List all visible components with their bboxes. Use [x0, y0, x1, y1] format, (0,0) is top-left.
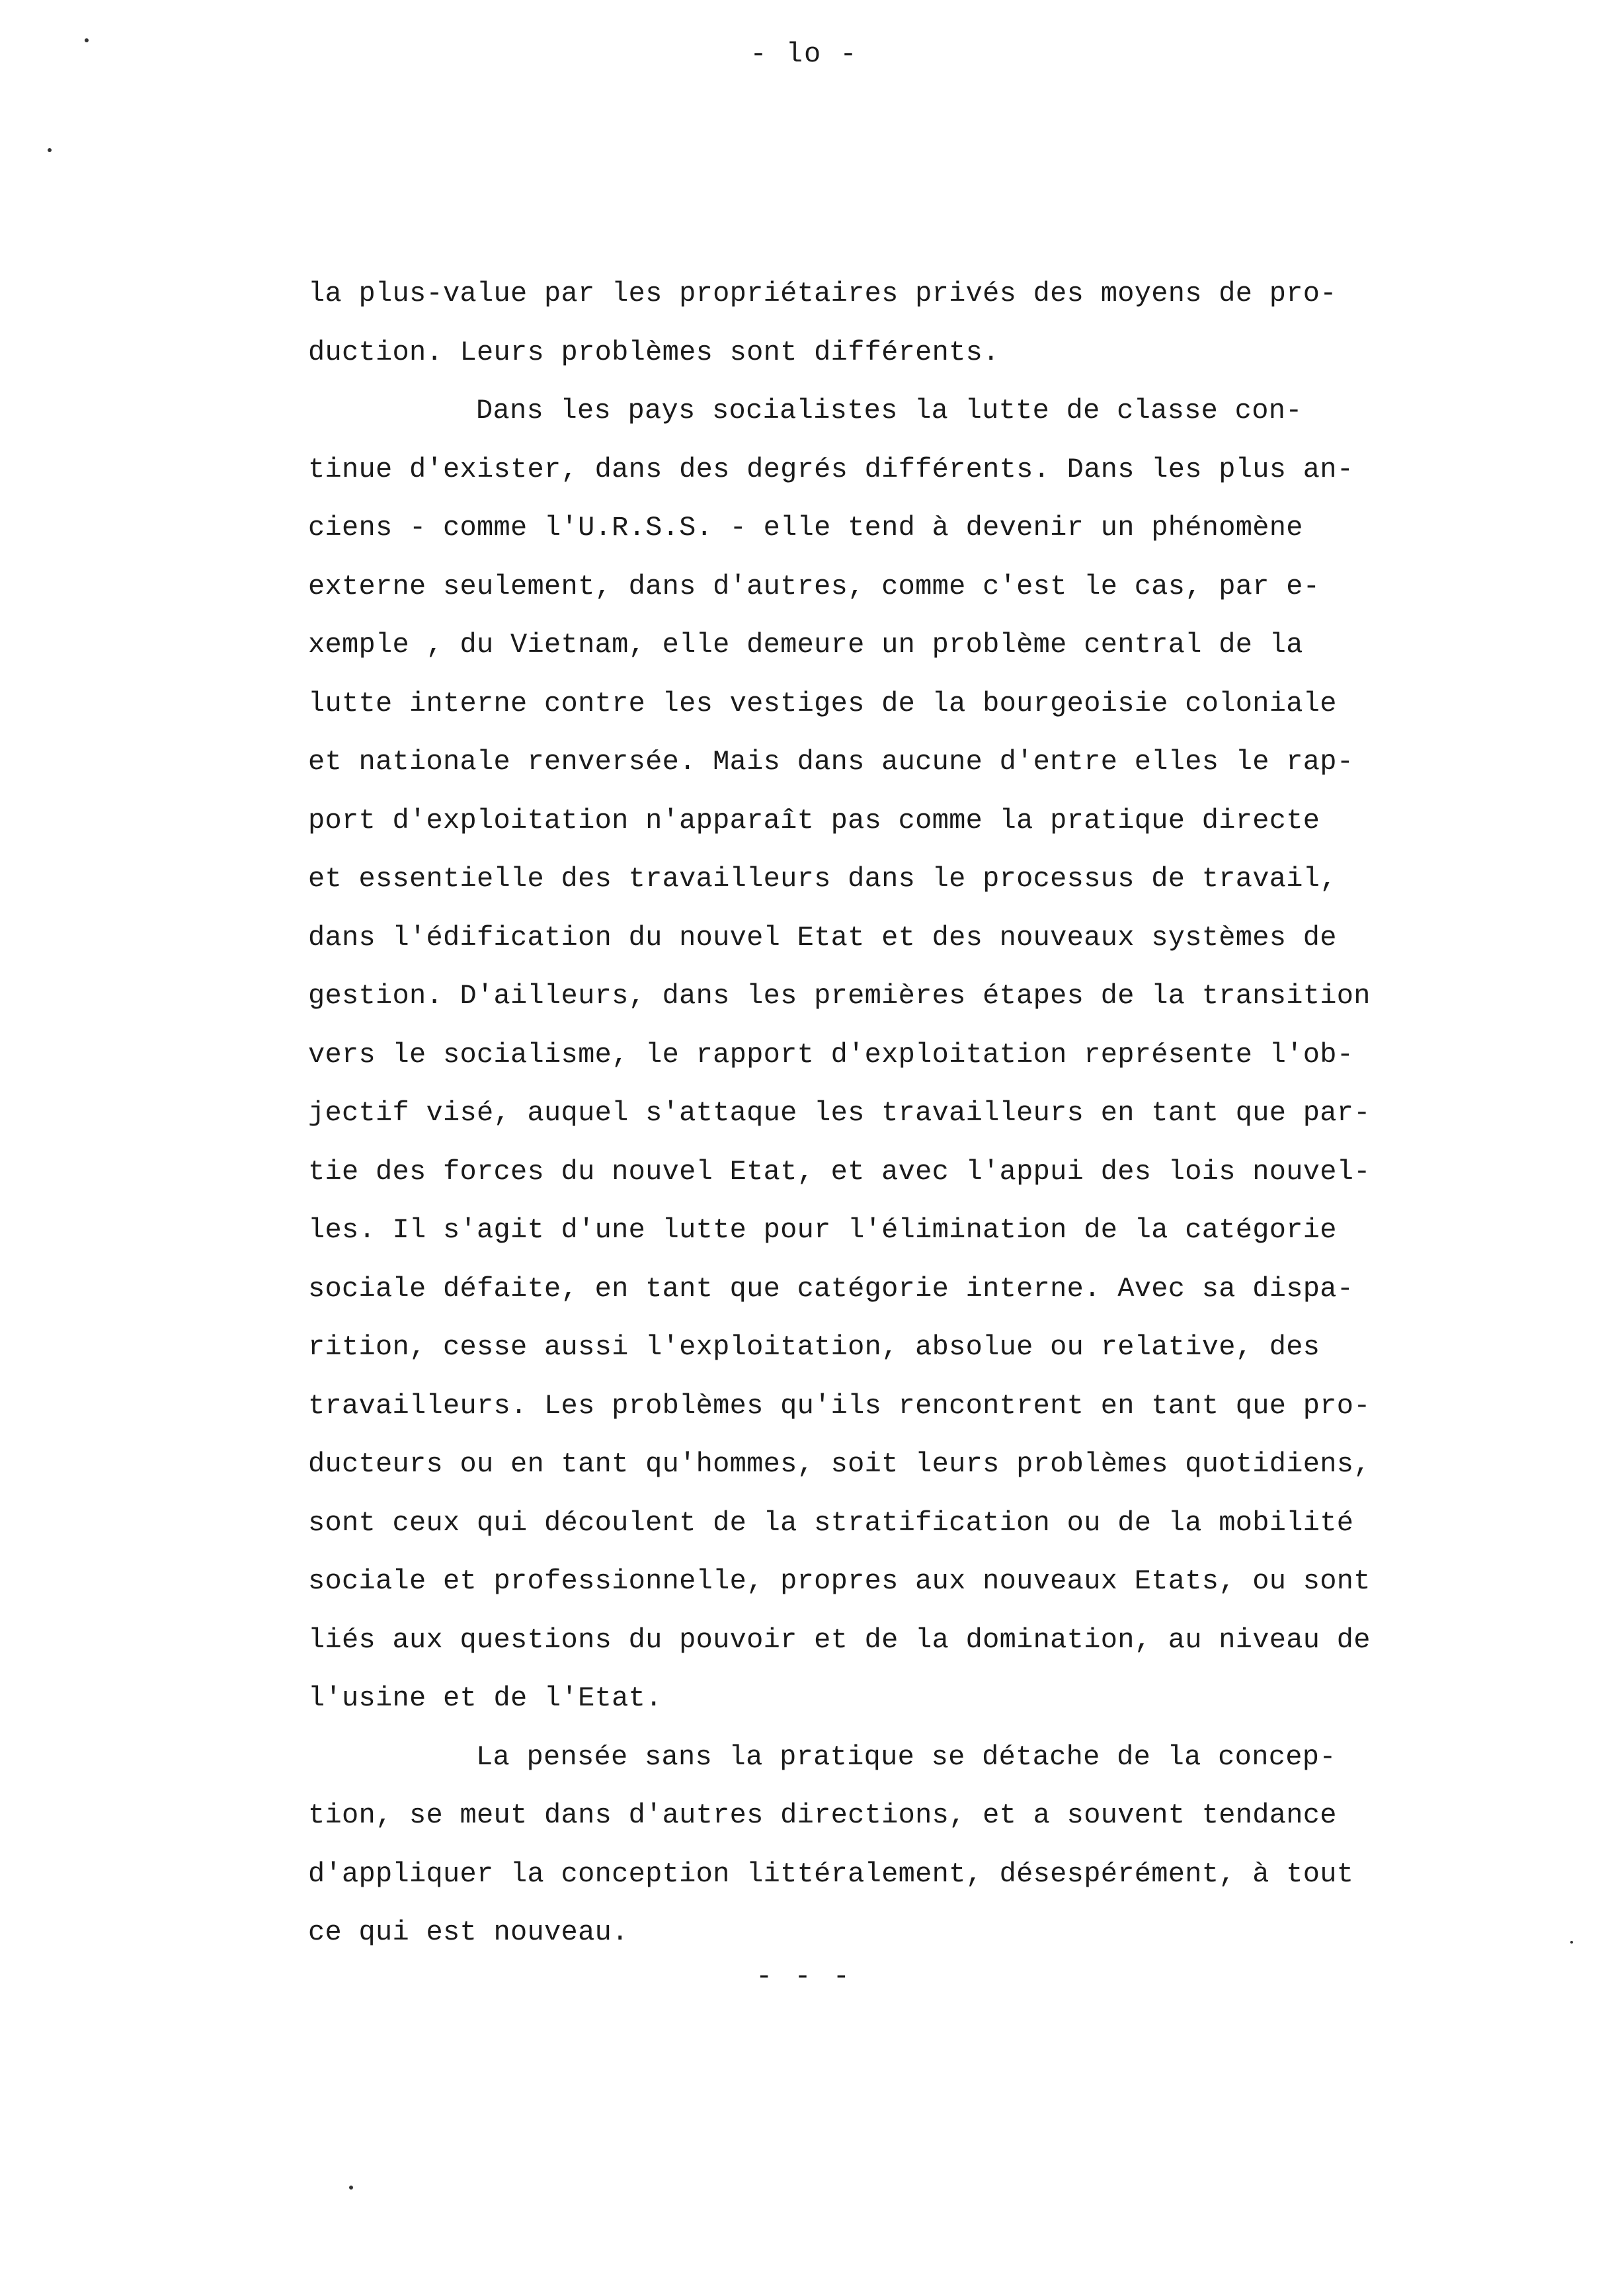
text-line: vers le socialisme, le rapport d'exploitation représente l'ob- [308, 1038, 1354, 1071]
text-line: dans l'édification du nouvel Etat et des nouveaux systèmes de [308, 921, 1337, 954]
text-line: ce qui est nouveau. [308, 1916, 629, 1948]
paragraph-1 [308, 265, 1406, 382]
text-line: les. Il s'agit d'une lutte pour l'élimination de la catégorie [308, 1214, 1337, 1246]
text-line: gestion. D'ailleurs, dans les premières étapes de la transition [308, 980, 1371, 1012]
text-line: La pensée sans la pratique se détache de la concep- [476, 1741, 1336, 1773]
text-line: jectif visé, auquel s'attaque les travailleurs en tant que par- [308, 1097, 1371, 1129]
paragraph-2 [308, 382, 1406, 1728]
end-mark: - - - [755, 1961, 853, 1992]
scan-speck [48, 148, 52, 152]
scan-speck [85, 38, 89, 42]
text-line: et nationale renversée. Mais dans aucune d'entre elles le rap- [308, 746, 1354, 778]
text-line: rition, cesse aussi l'exploitation, absolue ou relative, des [308, 1331, 1320, 1363]
text-line: port d'exploitation n'apparaît pas comme la pratique directe [308, 804, 1320, 837]
text-line: Dans les pays socialistes la lutte de classe con- [476, 395, 1303, 427]
text-line: travailleurs. Les problèmes qu'ils rencontrent en tant que pro- [308, 1389, 1371, 1422]
text-line: sociale et professionnelle, propres aux nouveaux Etats, ou sont [308, 1565, 1371, 1597]
text-line: l'usine et de l'Etat. [308, 1682, 663, 1714]
text-line: sont ceux qui découlent de la stratification ou de la mobilité [308, 1506, 1354, 1539]
text-line: liés aux questions du pouvoir et de la domination, au niveau de [308, 1623, 1371, 1656]
text-line: externe seulement, dans d'autres, comme c'est le cas, par e- [308, 570, 1320, 602]
scan-speck [1570, 1941, 1573, 1944]
text-line: xemple , du Vietnam, elle demeure un problème central de la [308, 629, 1303, 661]
text-line: d'appliquer la conception littéralement, désespérément, à tout [308, 1858, 1354, 1890]
text-line: tie des forces du nouvel Etat, et avec l'appui des lois nouvel- [308, 1155, 1371, 1188]
text-line: la plus-value par les propriétaires privés des moyens de pro- [308, 278, 1337, 309]
paragraph-3 [308, 1728, 1406, 1962]
text-line: ciens - comme l'U.R.S.S. - elle tend à devenir un phénomène [308, 512, 1303, 544]
text-line: tinue d'exister, dans des degrés différents. Dans les plus an- [308, 453, 1354, 485]
scan-speck [349, 2186, 353, 2190]
text-line: sociale défaite, en tant que catégorie interne. Avec sa dispa- [308, 1272, 1354, 1305]
page-number: - lo - [750, 38, 858, 70]
text-line: lutte interne contre les vestiges de la bourgeoisie coloniale [308, 687, 1337, 719]
body-text [308, 265, 1406, 1962]
text-line: tion, se meut dans d'autres directions, et a souvent tendance [308, 1799, 1337, 1831]
text-line: ducteurs ou en tant qu'hommes, soit leurs problèmes quotidiens, [308, 1448, 1371, 1480]
text-line: duction. Leurs problèmes sont différents. [308, 336, 1000, 368]
text-line: et essentielle des travailleurs dans le processus de travail, [308, 863, 1337, 895]
